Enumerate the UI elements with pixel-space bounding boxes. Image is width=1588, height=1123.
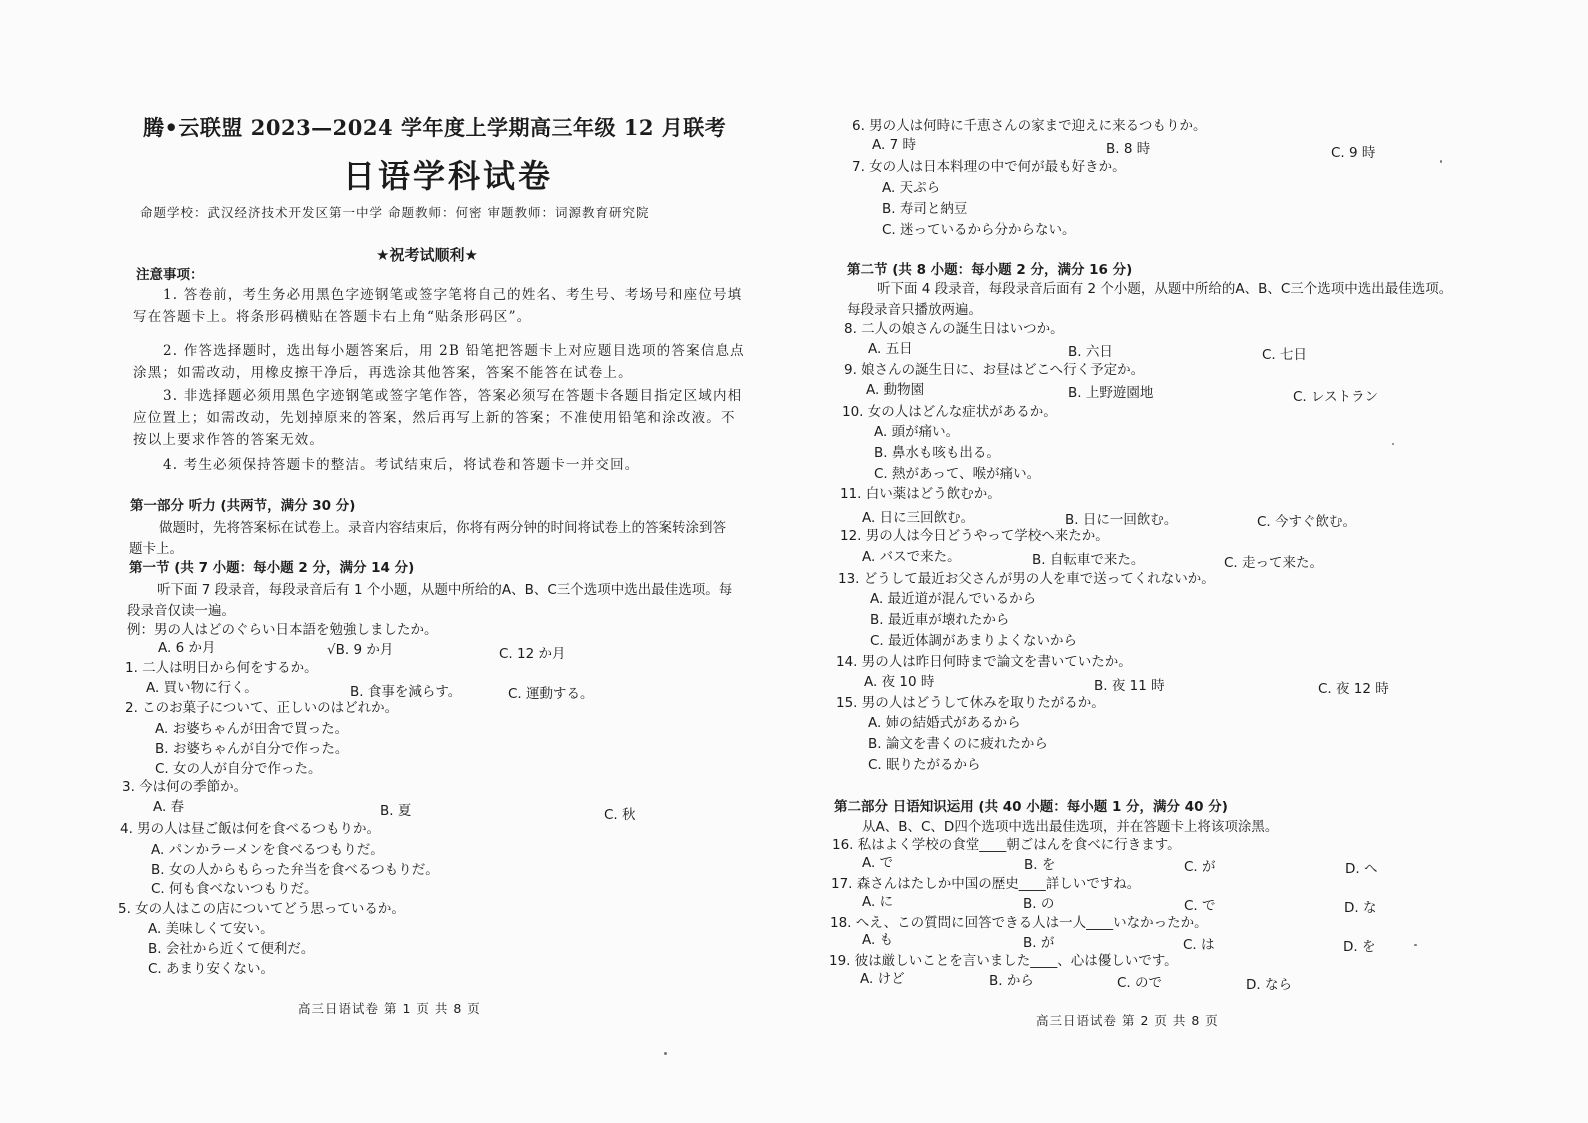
scan-speck	[1440, 160, 1442, 163]
q1-option-c: C. 運動する。	[508, 686, 594, 702]
q1-option-a: A. 買い物に行く。	[146, 680, 258, 696]
good-luck-banner: ★祝考试顺利★	[376, 246, 478, 264]
q8-option-a: A. 五日	[868, 341, 913, 357]
question-8: 8. 二人の娘さんの誕生日はいつか。	[844, 321, 1064, 337]
q9-option-c: C. レストラン	[1293, 389, 1379, 405]
exam-header-title: 腾•云联盟 2023—2024 学年度上学期高三年级 12 月联考	[143, 115, 727, 140]
q12-option-b: B. 自転車で来た。	[1032, 552, 1145, 568]
q10-option-b: B. 鼻水も咳も出る。	[874, 445, 1000, 461]
question-4: 4. 男の人は昼ご飯は何を食べるつもりか。	[120, 821, 381, 837]
question-9: 9. 娘さんの誕生日に、お昼はどこへ行く予定か。	[844, 362, 1145, 378]
q3-option-a: A. 春	[153, 799, 185, 815]
question-11: 11. 白い薬はどう飲むか。	[840, 486, 1001, 502]
q14-option-a: A. 夜 10 時	[864, 674, 935, 690]
q17-option-d: D. な	[1344, 900, 1377, 916]
question-2: 2. このお菓子について、正しいのはどれか。	[125, 700, 399, 716]
author-info: 命题学校：武汉经济技术开发区第一中学 命题教师：何密 审题教师：词源教育研究院	[140, 205, 650, 220]
section2-heading: 第二节 (共 8 小题：每小题 2 分，满分 16 分)	[847, 262, 1133, 278]
section1-heading: 第一节 (共 7 小题：每小题 2 分，满分 14 分)	[129, 560, 415, 576]
q18-option-b: B. が	[1023, 935, 1055, 951]
q11-option-b: B. 日に一回飲む。	[1065, 512, 1178, 528]
q14-option-b: B. 夜 11 時	[1094, 678, 1165, 694]
q5-option-a: A. 美味しくて安い。	[148, 921, 274, 937]
q6-option-b: B. 8 時	[1106, 141, 1151, 157]
q15-option-a: A. 姉の結婚式があるから	[868, 715, 1021, 731]
q5-option-b: B. 会社から近くて便利だ。	[148, 941, 315, 957]
question-17: 17. 森さんはたしか中国の歴史____詳しいですね。	[831, 876, 1141, 892]
scan-speck	[1392, 443, 1394, 445]
q16-option-a: A. で	[862, 855, 894, 871]
q10-option-c: C. 熱があって、喉が痛い。	[874, 466, 1041, 482]
note-3: 3. 非选择题必须用黑色字迹钢笔或签字笔作答，答案必须写在答题卡各题目指定区域内相应位置上；如需改动，先划掉原来的答案，然后再写上新的答案；不准使用铅笔和涂改液。不按以上要求作答的答案无效。	[133, 388, 743, 448]
q17-option-a: A. に	[862, 894, 894, 910]
question-3: 3. 今は何の季節か。	[122, 779, 248, 795]
page-footer-right: 高三日语试卷 第 2 页 共 8 页	[1036, 1013, 1219, 1028]
q2-option-c: C. 女の人が自分で作った。	[155, 761, 322, 777]
q1-option-b: B. 食事を減らす。	[350, 684, 462, 700]
question-1: 1. 二人は明日から何をするか。	[125, 660, 318, 676]
part2-heading: 第二部分 日语知识运用 (共 40 小题：每小题 1 分，满分 40 分)	[834, 799, 1228, 815]
q13-option-a: A. 最近道が混んでいるから	[870, 591, 1037, 607]
q4-option-b: B. 女の人からもらった弁当を食べるつもりだ。	[151, 862, 439, 878]
q18-option-d: D. を	[1343, 939, 1376, 955]
q10-option-a: A. 頭が痛い。	[874, 424, 960, 440]
q6-option-c: C. 9 時	[1331, 145, 1376, 161]
part1-heading: 第一部分 听力 (共两节，满分 30 分)	[130, 498, 356, 514]
q8-option-c: C. 七日	[1262, 347, 1308, 363]
q14-option-c: C. 夜 12 時	[1318, 681, 1389, 697]
question-5: 5. 女の人はこの店についてどう思っているか。	[118, 901, 405, 917]
q9-option-a: A. 動物園	[866, 382, 925, 398]
q16-option-d: D. へ	[1345, 861, 1378, 877]
q11-option-a: A. 日に三回飲む。	[862, 510, 975, 526]
q17-option-b: B. の	[1023, 896, 1055, 912]
q7-option-a: A. 天ぷら	[882, 180, 941, 196]
example-option-c: C. 12 か月	[499, 646, 566, 662]
question-15: 15. 男の人はどうして休みを取りたがるか。	[836, 695, 1105, 711]
q17-option-c: C. で	[1184, 898, 1216, 914]
note-4: 4. 考生必须保持答题卡的整洁。考试结束后，将试卷和答题卡一并交回。	[163, 457, 640, 473]
q6-option-a: A. 7 時	[872, 137, 916, 153]
example-option-a: A. 6 か月	[158, 640, 216, 656]
example-option-b: √B. 9 か月	[327, 642, 394, 658]
q13-option-c: C. 最近体調があまりよくないから	[870, 633, 1078, 649]
question-14: 14. 男の人は昨日何時まで論文を書いていたか。	[836, 654, 1132, 670]
q7-option-b: B. 寿司と納豆	[882, 201, 968, 217]
question-18: 18. へえ、この質問に回答できる人は一人____いなかったか。	[830, 915, 1208, 931]
part2-intro: 从A、B、C、D四个选项中选出最佳选项，并在答题卡上将该项涂黑。	[862, 819, 1279, 835]
example-question: 例：男の人はどのぐらい日本語を勉強しましたか。	[127, 622, 438, 638]
notes-heading: 注意事项：	[136, 267, 204, 283]
q19-option-b: B. から	[989, 973, 1034, 989]
q11-option-c: C. 今すぐ飲む。	[1257, 514, 1357, 530]
q19-option-a: A. けど	[860, 971, 905, 987]
note-2: 2. 作答选择题时，选出每小题答案后，用 2B 铅笔把答题卡上对应题目选项的答案信息点涂黑；如需改动，用橡皮擦干净后，再选涂其他答案，答案不能答在试卷上。	[133, 343, 745, 381]
q8-option-b: B. 六日	[1068, 344, 1113, 360]
part1-intro: 做题时，先将答案标在试卷上。录音内容结束后，你将有两分钟的时间将试卷上的答案转涂到答题卡上。	[129, 520, 726, 557]
q3-option-b: B. 夏	[380, 803, 412, 819]
page-footer-left: 高三日语试卷 第 1 页 共 8 页	[298, 1001, 481, 1016]
subject-title: 日语学科试卷	[343, 157, 554, 195]
q13-option-b: B. 最近車が壊れたから	[870, 612, 1010, 628]
question-19: 19. 彼は厳しいことを言いました____、心は優しいです。	[829, 953, 1178, 969]
q4-option-c: C. 何も食べないつもりだ。	[151, 881, 318, 897]
q5-option-c: C. あまり安くない。	[148, 961, 275, 977]
question-6: 6. 男の人は何時に千恵さんの家まで迎えに来るつもりか。	[852, 118, 1207, 134]
q7-option-c: C. 迷っているから分からない。	[882, 222, 1076, 238]
q19-option-d: D. なら	[1246, 977, 1292, 993]
question-10: 10. 女の人はどんな症状があるか。	[842, 404, 1057, 420]
question-13: 13. どうして最近お父さんが男の人を車で送ってくれないか。	[838, 571, 1215, 587]
q12-option-a: A. バスで来た。	[862, 549, 961, 565]
note-1: 1. 答卷前，考生务必用黑色字迹钢笔或签字笔将自己的姓名、考生号、考场号和座位号填写在答题卡上。将条形码横贴在答题卡右上角“贴条形码区”。	[133, 287, 743, 325]
section2-intro: 听下面 4 段录音，每段录音后面有 2 个小题，从题中所给的A、B、C三个选项中选出最佳选项。每段录音只播放两遍。	[847, 281, 1453, 318]
q19-option-c: C. ので	[1117, 975, 1163, 991]
q18-option-c: C. は	[1183, 937, 1215, 953]
section1-intro: 听下面 7 段录音，每段录音后有 1 个小题，从题中所给的A、B、C三个选项中选出最佳选项。每段录音仅读一遍。	[127, 582, 733, 619]
q9-option-b: B. 上野遊園地	[1068, 385, 1154, 401]
q16-option-b: B. を	[1024, 857, 1056, 873]
q3-option-c: C. 秋	[604, 807, 636, 823]
q15-option-b: B. 論文を書くのに疲れたから	[868, 736, 1048, 752]
q15-option-c: C. 眠りたがるから	[868, 757, 981, 773]
page-2	[794, 0, 1588, 1123]
q2-option-a: A. お婆ちゃんが田舎で買った。	[155, 721, 349, 737]
q2-option-b: B. お婆ちゃんが自分で作った。	[155, 741, 349, 757]
scan-speck	[664, 1052, 667, 1055]
q12-option-c: C. 走って来た。	[1224, 555, 1324, 571]
q4-option-a: A. パンかラーメンを食べるつもりだ。	[151, 842, 384, 858]
q18-option-a: A. も	[862, 932, 894, 948]
q16-option-c: C. が	[1184, 859, 1216, 875]
question-7: 7. 女の人は日本料理の中で何が最も好きか。	[852, 159, 1126, 175]
question-16: 16. 私はよく学校の食堂____朝ごはんを食べに行きます。	[832, 837, 1181, 853]
question-12: 12. 男の人は今日どうやって学校へ来たか。	[840, 528, 1109, 544]
scan-speck	[1414, 944, 1417, 946]
